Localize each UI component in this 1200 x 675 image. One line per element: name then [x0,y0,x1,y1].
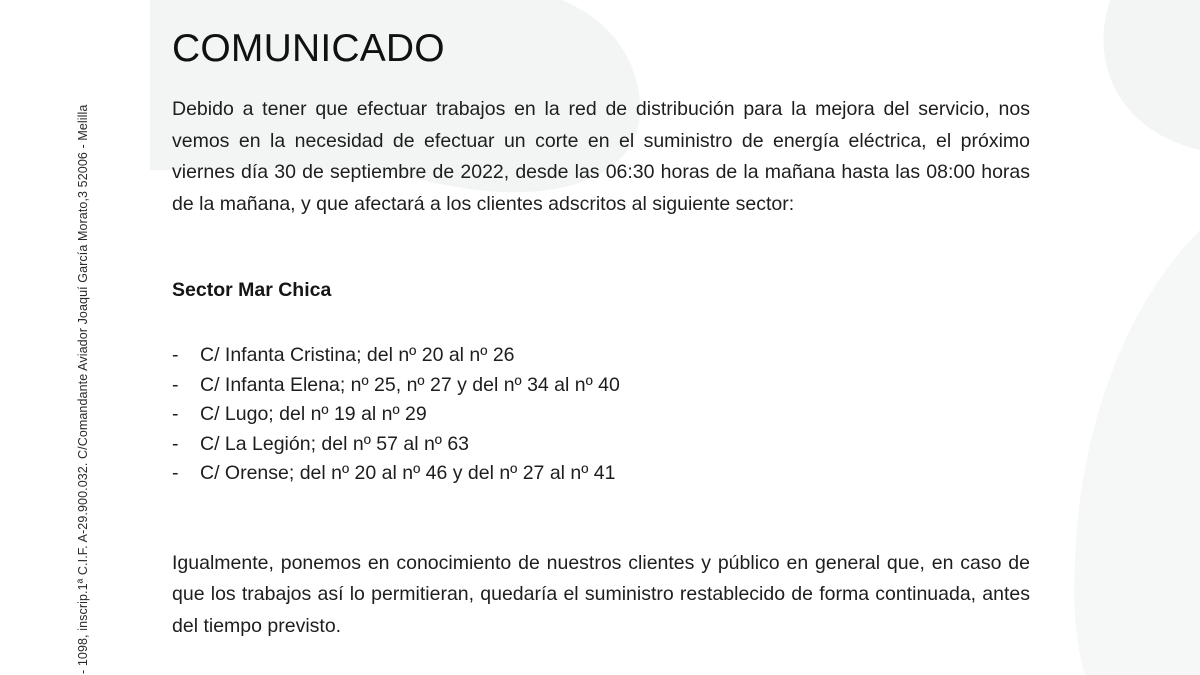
list-item-text: C/ Orense; del nº 20 al nº 46 y del nº 27 al nº 41 [200,462,616,484]
list-marker: - [172,432,179,455]
list-item [172,459,1030,489]
list-item [172,341,1030,371]
list-item-text: C/ Lugo; del nº 19 al nº 29 [200,403,427,425]
list-marker: - [172,344,179,366]
list-item-text: C/ La Legión; del nº 57 al nº 63 [200,432,470,455]
list-marker: - [172,373,179,396]
list-marker: - [172,462,179,484]
intro-paragraph: Debido a tener que efectuar trabajos en la red de distribución para la mejora del servicio, nos vemos en la necesidad de efectuar un corte en el suministro de energía eléctrica, el próximo viernes día 30 de septiembre de 2022, desde las 06:30 horas de la mañana hasta las 08:00 horas de la mañana, y que afectará a los clientes adscritos al siguiente sector: [172,98,1030,215]
company-legal-info: - 1098, inscrip.1ª C.I.F. A-29.900.032. C/Comandante Aviador Joaquí García Morato,3 52006 - Melilla [76,104,90,674]
background-curve-right [1074,230,1200,675]
notice-content [172,26,1030,642]
list-item-text: C/ Infanta Elena; nº 25, nº 27 y del nº 34 al nº 40 [200,373,620,396]
street-list [172,341,1030,489]
sector-heading: Sector Mar Chica [172,279,332,301]
background-blob-right [1103,0,1200,150]
list-item-text: C/ Infanta Cristina; del nº 20 al nº 26 [200,344,515,366]
page-title: COMUNICADO [172,27,445,70]
closing-paragraph: Igualmente, ponemos en conocimiento de nuestros clientes y público en general que, en caso de que los trabajos así lo permitieran, quedaría el suministro restablecido de forma continuada, antes del tiempo previsto. [172,551,1030,637]
list-item [172,371,1030,401]
list-item [172,400,1030,430]
list-marker: - [172,403,179,425]
list-item [172,430,1030,460]
